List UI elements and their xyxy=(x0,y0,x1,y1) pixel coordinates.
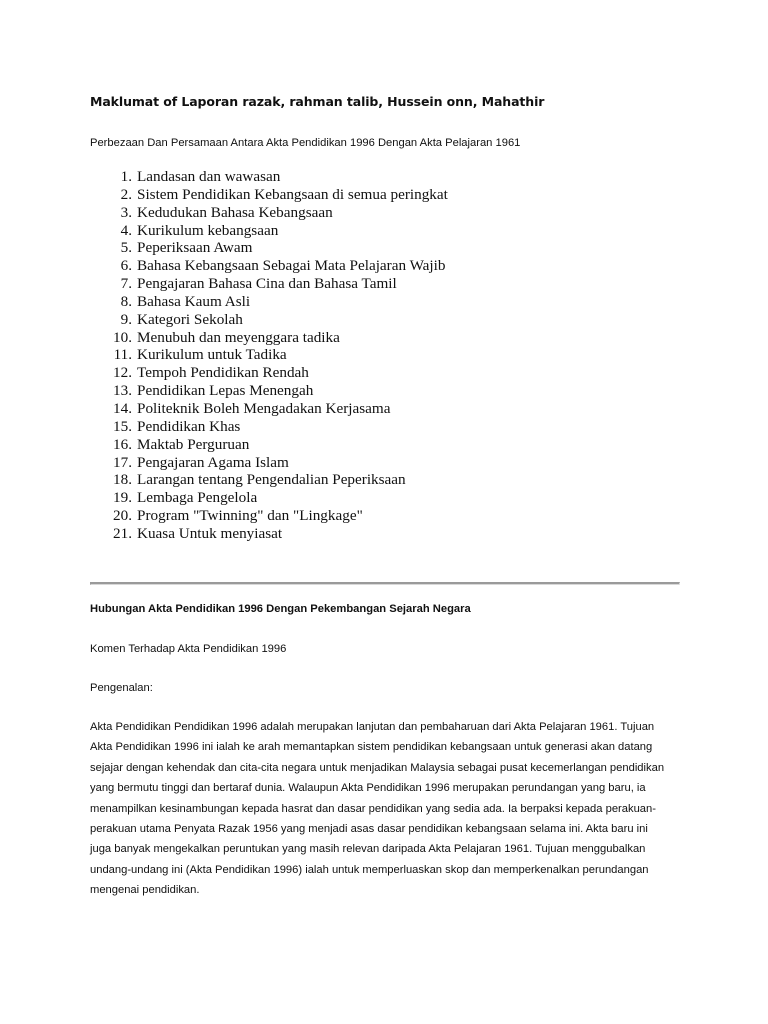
list-item-text: Landasan dan wawasan xyxy=(137,168,281,185)
list-item xyxy=(90,222,448,240)
list-item-text: Pengajaran Agama Islam xyxy=(137,453,289,471)
list-item-number: 2. xyxy=(120,185,132,203)
list-item-number: 14. xyxy=(113,399,132,417)
comment-heading: Komen Terhadap Akta Pendidikan 1996 xyxy=(90,643,287,655)
list-item xyxy=(90,186,448,204)
list-item xyxy=(90,257,448,275)
list-item xyxy=(90,454,448,472)
list-item xyxy=(90,168,448,186)
list-item-number: 21. xyxy=(113,524,132,542)
list-item xyxy=(90,525,448,543)
list-item xyxy=(90,293,448,311)
list-item-text: Politeknik Boleh Mengadakan Kerjasama xyxy=(137,399,391,417)
list-item xyxy=(90,471,448,489)
list-item-number: 15. xyxy=(113,417,132,435)
list-item xyxy=(90,346,448,364)
document-title: Maklumat of Laporan razak, rahman talib, Hussein onn, Mahathir xyxy=(90,94,545,109)
intro-paragraph xyxy=(90,717,690,901)
list-item-text: Kategori Sekolah xyxy=(137,310,243,328)
paragraph-line: perakuan utama Penyata Razak 1956 yang menjadi asas dasar pendidikan kebangsaan selama ini. Akta baru ini xyxy=(90,822,648,835)
list-item xyxy=(90,418,448,436)
list-item-text: Tempoh Pendidikan Rendah xyxy=(137,364,309,382)
list-item-number: 18. xyxy=(113,471,132,489)
list-item xyxy=(90,382,448,400)
list-item-number: 9. xyxy=(120,310,132,328)
list-item xyxy=(90,436,448,454)
paragraph-line: Akta Pendidikan Pendidikan 1996 adalah merupakan lanjutan dan pembaharuan dari Akta Pelajaran 1961. Tujuan xyxy=(90,721,655,733)
paragraph-line: undang-undang ini (Akta Pendidikan 1996) ialah untuk memperluaskan skop dan memperkenalkan perundangan xyxy=(90,863,649,876)
list-item xyxy=(90,275,448,293)
list-item-text: Pendidikan Khas xyxy=(137,417,241,435)
list-item-number: 5. xyxy=(120,239,132,257)
paragraph-line: Akta Pendidikan 1996 ini ialah ke arah memantapkan sistem pendidikan kebangsaan untuk generasi akan datang xyxy=(90,741,653,754)
list-item-number: 17. xyxy=(113,453,132,471)
paragraph-line: menampilkan kesinambungan kepada hasrat dan dasar pendidikan yang sedia ada. Ia berpaksi kepada perakuan- xyxy=(90,802,656,815)
list-item xyxy=(90,204,448,222)
list-item-number: 11. xyxy=(113,346,132,364)
list-item-text: Larangan tentang Pengendalian Peperiksaan xyxy=(137,471,406,489)
paragraph-line: mengenai pendidikan. xyxy=(90,884,200,897)
comparison-list xyxy=(90,168,448,543)
list-item xyxy=(90,311,448,329)
paragraph-line: yang bermutu tinggi dan bertaraf dunia. Walaupun Akta Pendidikan 1996 merupakan perundangan yang baru, ia xyxy=(90,782,646,795)
list-item-number: 16. xyxy=(113,435,132,453)
section-divider xyxy=(90,582,680,585)
list-item-text: Kuasa Untuk menyiasat xyxy=(137,524,283,542)
list-item-text: Pengajaran Bahasa Cina dan Bahasa Tamil xyxy=(137,275,397,293)
intro-label: Pengenalan: xyxy=(90,682,153,694)
list-item-text: Bahasa Kaum Asli xyxy=(137,292,251,310)
list-item-text: Pendidikan Lepas Menengah xyxy=(137,382,314,400)
list-item-number: 1. xyxy=(120,168,132,185)
list-item-text: Maktab Perguruan xyxy=(137,435,250,453)
list-item-number: 6. xyxy=(120,257,132,275)
list-item-text: Kurikulum kebangsaan xyxy=(137,221,279,239)
list-item-number: 12. xyxy=(113,364,132,382)
list-item-number: 20. xyxy=(113,507,132,525)
list-item xyxy=(90,507,448,525)
list-item-text: Kedudukan Bahasa Kebangsaan xyxy=(137,203,333,221)
list-item-text: Peperiksaan Awam xyxy=(137,239,253,257)
list-item-number: 13. xyxy=(113,382,132,400)
list-item-text: Menubuh dan meyenggara tadika xyxy=(137,328,340,346)
paragraph-line: juga banyak mengekalkan peruntukan yang masih relevan daripada Akta Pelajaran 1961. Tujuan menggubalkan xyxy=(90,843,646,856)
list-item-text: Lembaga Pengelola xyxy=(137,489,258,507)
document-subtitle: Perbezaan Dan Persamaan Antara Akta Pendidikan 1996 Dengan Akta Pelajaran 1961 xyxy=(90,137,521,149)
list-item xyxy=(90,400,448,418)
paragraph-line: sejajar dengan kehendak dan cita-cita negara untuk menjadikan Malaysia sebagai pusat kecemerlangan pendidikan xyxy=(90,761,665,774)
list-item-text: Sistem Pendidikan Kebangsaan di semua peringkat xyxy=(137,185,448,203)
list-item xyxy=(90,239,448,257)
list-item-number: 7. xyxy=(120,275,132,293)
list-item-number: 3. xyxy=(120,203,132,221)
list-item xyxy=(90,329,448,347)
list-item xyxy=(90,364,448,382)
list-item-text: Kurikulum untuk Tadika xyxy=(137,346,287,364)
list-item-number: 8. xyxy=(120,292,132,310)
list-item-number: 4. xyxy=(120,221,132,239)
list-item-text: Bahasa Kebangsaan Sebagai Mata Pelajaran Wajib xyxy=(137,257,446,275)
list-item-text: Program "Twinning" dan "Lingkage" xyxy=(137,507,363,525)
list-item-number: 10. xyxy=(113,328,132,346)
list-item xyxy=(90,489,448,507)
list-item-number: 19. xyxy=(113,489,132,507)
section-heading: Hubungan Akta Pendidikan 1996 Dengan Pekembangan Sejarah Negara xyxy=(90,603,471,615)
